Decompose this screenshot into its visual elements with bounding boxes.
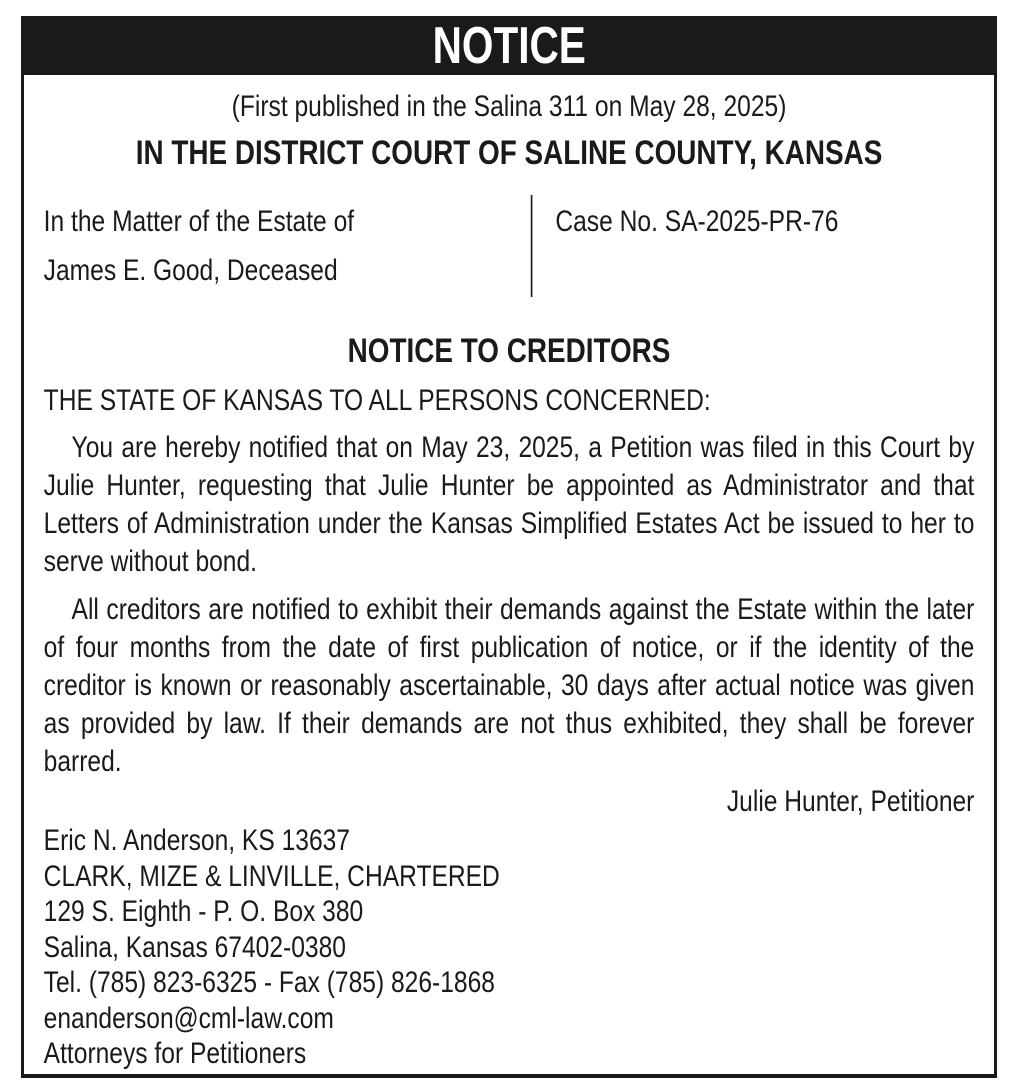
street-address-line: 129 S. Eighth - P. O. Box 380 [43, 895, 364, 928]
first-published-line: (First published in the Salina 311 on May 28, 2025) [231, 90, 787, 123]
law-firm-line: CLARK, MIZE & LINVILLE, CHARTERED [43, 859, 500, 893]
caption-decedent-line: James E. Good, Deceased [43, 254, 338, 287]
attorney-name-line: Eric N. Anderson, KS 13637 [43, 824, 351, 857]
phone-fax-line: Tel. (785) 823-6325 - Fax (785) 826-1868 [43, 966, 495, 999]
court-heading: IN THE DISTRICT COURT OF SALINE COUNTY, KANSAS [135, 134, 883, 172]
case-caption [44, 195, 975, 297]
petitioner-signature: Julie Hunter, Petitioner [726, 785, 975, 818]
caption-parties [44, 195, 533, 297]
city-state-zip-line: Salina, Kansas 67402-0380 [43, 930, 346, 964]
body-paragraph-creditors: All creditors are notified to exhibit their demands against the Estate within the later of four months from the date of first publication of notice, or if the identity of the creditor is known or reasonably ascertainable, 30 days after actual notice was given as provided by law. If their demands are not thus exhibited, they shall be forever barred. [43, 593, 975, 778]
case-number: Case No. SA-2025-PR-76 [555, 205, 839, 238]
attorneys-for-petitioners-line: Attorneys for Petitioners [43, 1037, 307, 1070]
body-paragraph-petition: You are hereby notified that on May 23, 2025, a Petition was filed in this Court by Julie Hunter, requesting that Julie Hunter be appointed as Administrator and that Letters of Administration under the Kansas Simplified Estates Act be issued to her to serve without bond. [43, 431, 975, 578]
caption-matter-line: In the Matter of the Estate of [43, 205, 355, 238]
salutation-line: THE STATE OF KANSAS TO ALL PERSONS CONCERNED: [43, 384, 711, 417]
legal-notice-document [21, 16, 997, 1078]
email-line: enanderson@cml-law.com [43, 1001, 334, 1035]
notice-banner [24, 16, 994, 75]
notice-to-creditors-heading: NOTICE TO CREDITORS [347, 332, 671, 370]
notice-body [24, 89, 994, 1072]
notice-banner-title: NOTICE [432, 16, 586, 75]
attorney-block [44, 823, 975, 1072]
